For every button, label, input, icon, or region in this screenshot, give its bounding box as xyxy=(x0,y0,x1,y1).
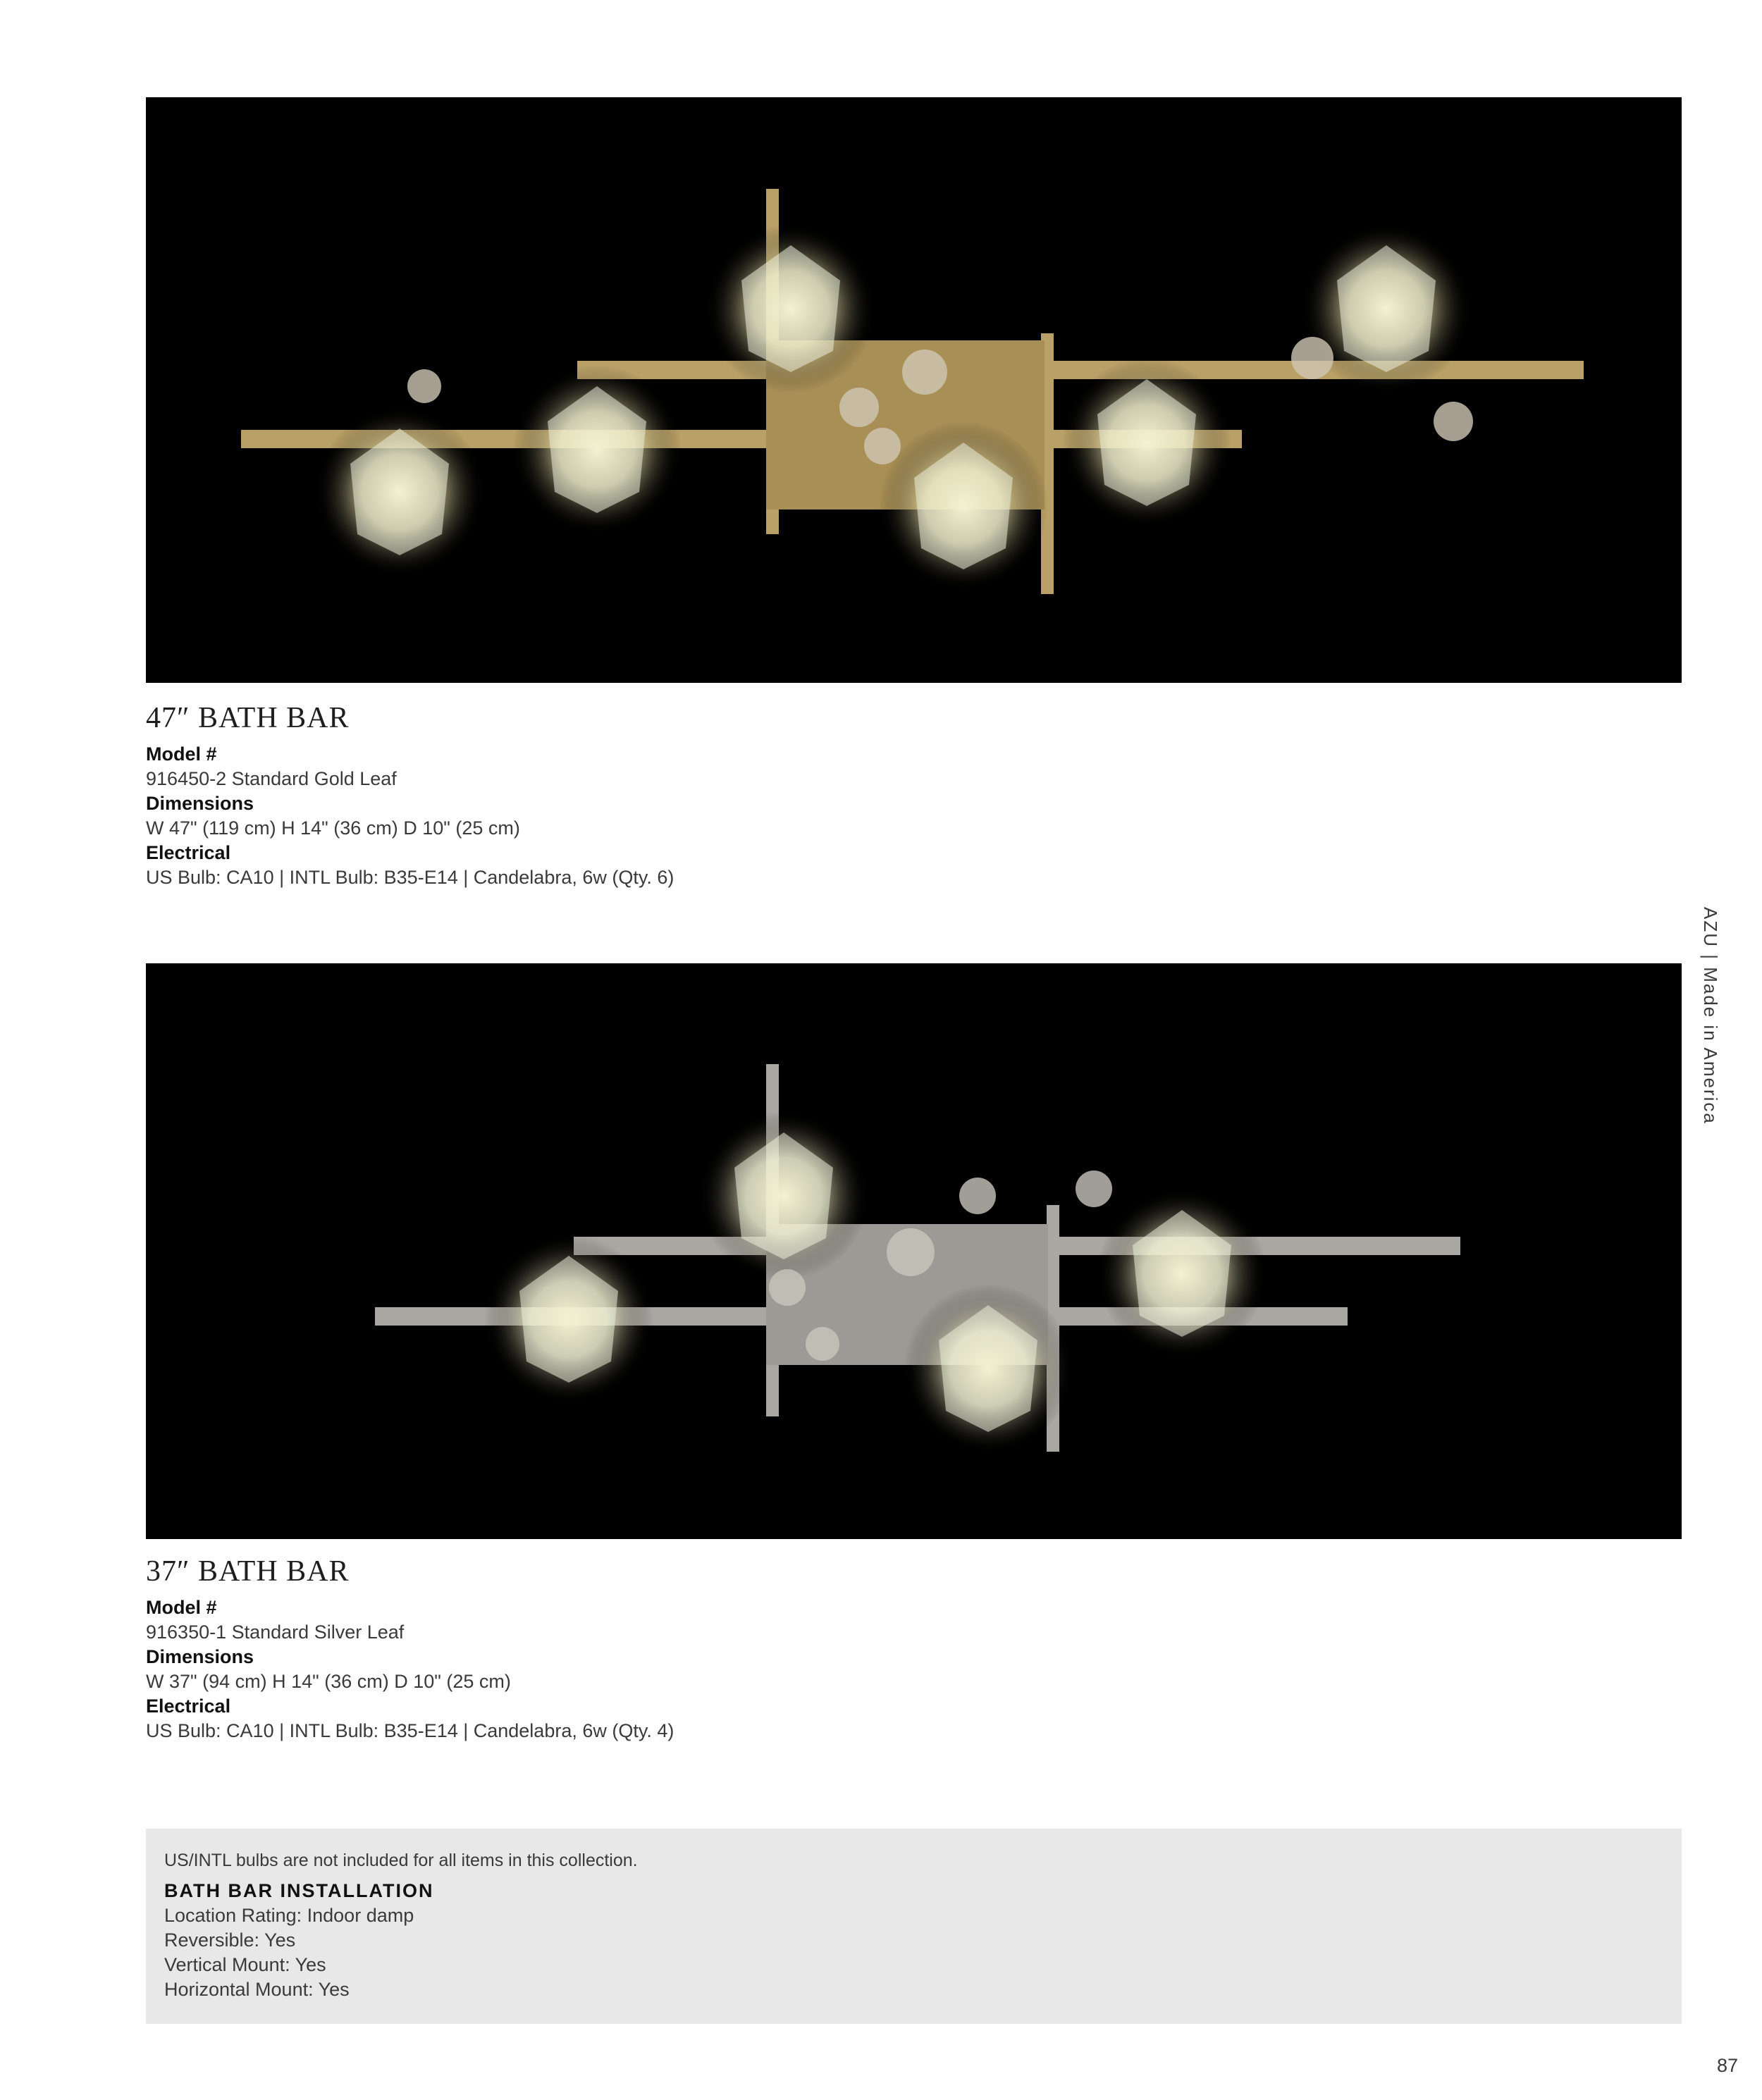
model-value: 916350-1 Standard Silver Leaf xyxy=(146,1622,405,1643)
electrical-label: Electrical xyxy=(146,842,231,863)
product-spec-37 xyxy=(146,1555,674,1743)
electrical-value: US Bulb: CA10 | INTL Bulb: B35-E14 | Candelabra, 6w (Qty. 4) xyxy=(146,1720,674,1741)
vertical-mount: Vertical Mount: Yes xyxy=(164,1954,326,1975)
installation-panel xyxy=(146,1829,1682,2024)
product-photo-37-bath-bar xyxy=(146,963,1682,1539)
product-title: 47″ BATH BAR xyxy=(146,702,350,734)
reversible: Reversible: Yes xyxy=(164,1929,296,1951)
dimensions-value: W 37" (94 cm) H 14" (36 cm) D 10" (25 cm) xyxy=(146,1671,511,1692)
location-rating: Location Rating: Indoor damp xyxy=(164,1905,414,1926)
product-spec-47 xyxy=(146,701,674,890)
product-title: 37″ BATH BAR xyxy=(146,1555,350,1588)
bulb-note: US/INTL bulbs are not included for all items in this collection. xyxy=(164,1851,638,1870)
horizontal-mount: Horizontal Mount: Yes xyxy=(164,1979,350,2000)
electrical-value: US Bulb: CA10 | INTL Bulb: B35-E14 | Candelabra, 6w (Qty. 6) xyxy=(146,867,674,888)
dimensions-label: Dimensions xyxy=(146,1646,254,1667)
collection-tag: AZU | Made in America xyxy=(1700,907,1721,1125)
product-photo-47-bath-bar xyxy=(146,97,1682,683)
page-number: 87 xyxy=(1717,2055,1739,2076)
model-label: Model # xyxy=(146,1597,217,1618)
installation-heading: BATH BAR INSTALLATION xyxy=(164,1880,434,1901)
model-label: Model # xyxy=(146,743,217,765)
model-value: 916450-2 Standard Gold Leaf xyxy=(146,768,397,789)
electrical-label: Electrical xyxy=(146,1696,231,1717)
dimensions-value: W 47" (119 cm) H 14" (36 cm) D 10" (25 cm) xyxy=(146,817,520,839)
dimensions-label: Dimensions xyxy=(146,793,254,814)
